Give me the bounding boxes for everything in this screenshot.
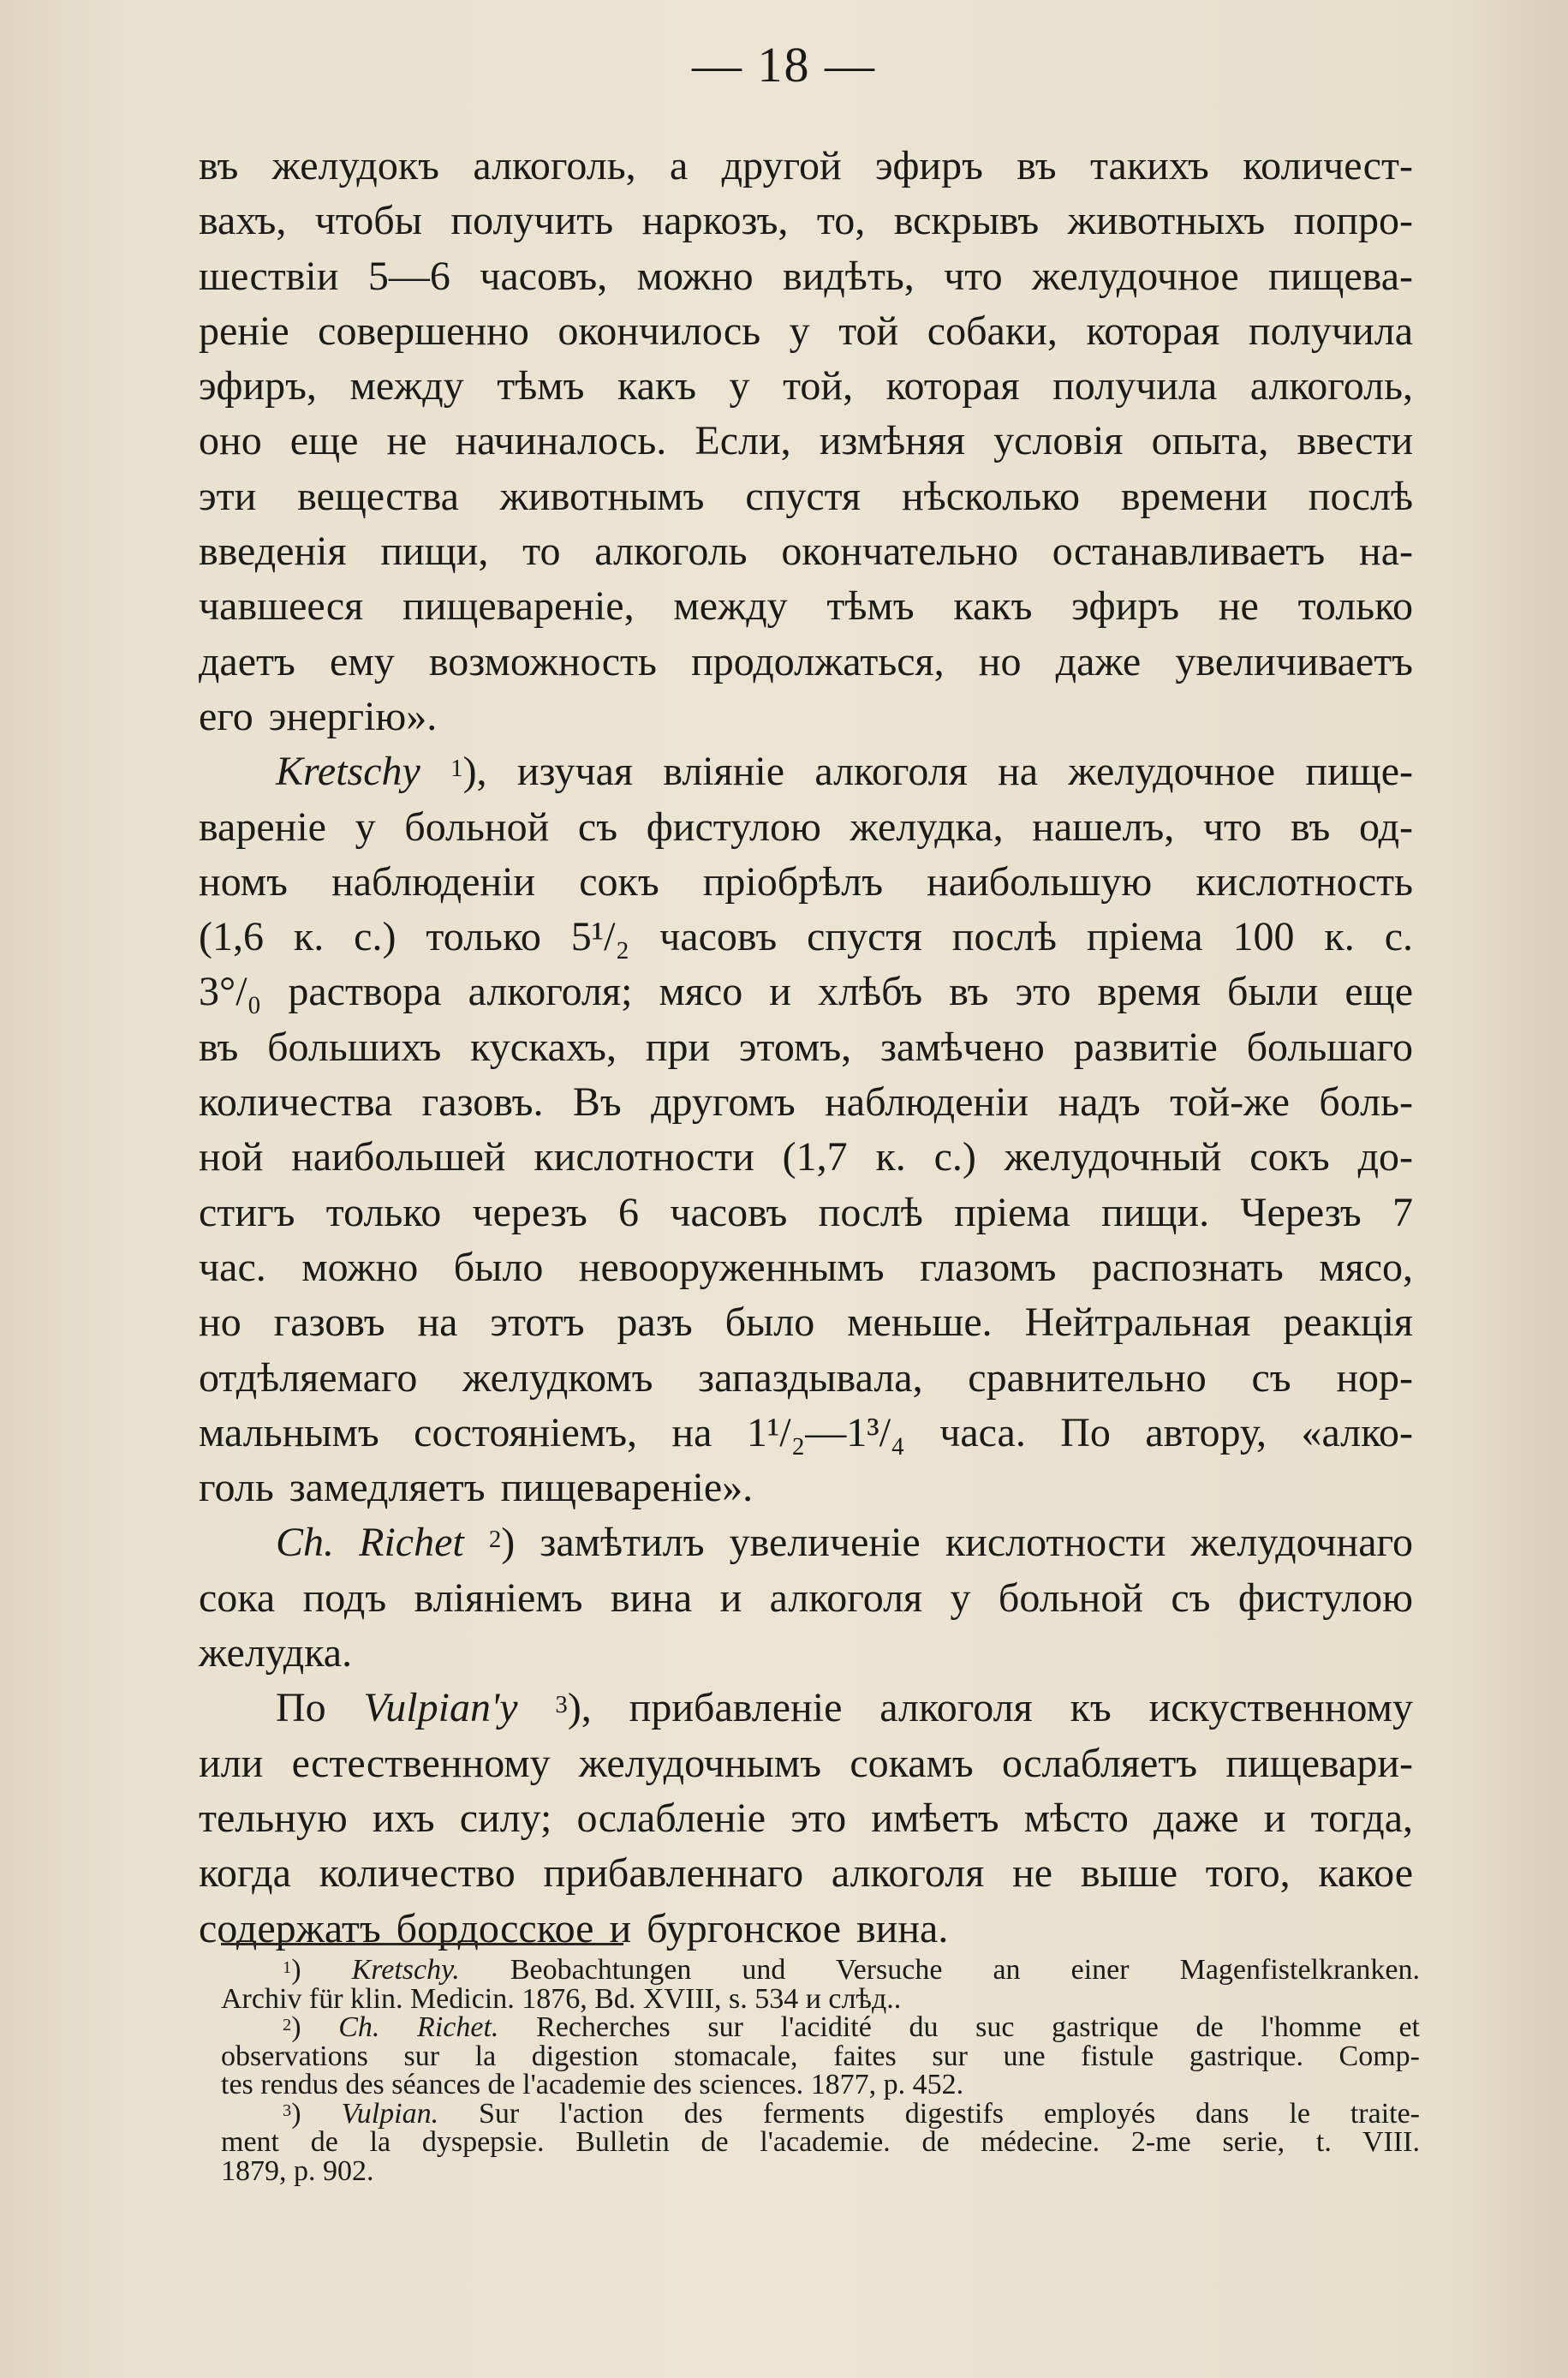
text-line: стигъ только черезъ 6 часовъ послѣ пріема пищи. Черезъ 7 xyxy=(199,1189,1413,1235)
line-text: Beobachtungen und Versuche an einer Magenfistelkranken. xyxy=(459,1954,1420,1986)
text-line: номъ наблюденіи сокъ пріобрѣлъ наибольшую кислотность xyxy=(199,858,1413,905)
paragraph xyxy=(199,1515,1413,1681)
line-text: ) замѣтилъ увеличеніе кислотности желудочнаго xyxy=(501,1520,1413,1566)
footnote-divider xyxy=(221,1943,623,1945)
footnote-mark: 1 xyxy=(283,1957,292,1977)
author-name: Ch. Richet. xyxy=(338,2011,499,2043)
text-line: введенія пищи, то алкоголь окончательно останавливаетъ на- xyxy=(199,529,1413,575)
text-line: въ желудокъ алкоголь, а другой эфиръ въ такихъ количест- xyxy=(199,143,1413,188)
text-line: тельную ихъ силу; ослабленіе это имѣетъ мѣсто даже и тогда, xyxy=(199,1795,1413,1841)
paragraph xyxy=(199,744,1413,1515)
text-line: эфиръ, между тѣмъ какъ у той, которая получила алкоголь, xyxy=(199,363,1413,409)
text-line: но газовъ на этотъ разъ было меньше. Нейтральная реакція xyxy=(199,1300,1413,1346)
footnote xyxy=(221,1956,1420,2013)
text-line: количества газовъ. Въ другомъ наблюденіи надъ той-же боль- xyxy=(199,1079,1413,1126)
author-name: Kretschy. xyxy=(351,1954,460,1986)
text-line: или естественному желудочнымъ сокамъ ослабляетъ пищевари- xyxy=(199,1740,1413,1786)
text-line: мальнымъ состояніемъ, на 1¹/₂—1³/₄ часа. По автору, «алко- xyxy=(199,1409,1413,1455)
footnote-ref: 2 xyxy=(488,1526,502,1554)
footnote-ref: 1 xyxy=(450,755,463,783)
text-line xyxy=(199,1515,1413,1570)
paragraph xyxy=(199,1681,1413,1956)
author-name: Ch. Richet xyxy=(276,1520,464,1566)
footnote-line: ment de la dyspepsie. Bulletin de l'academie. de médecine. 2-me serie, t. VIII. xyxy=(221,2126,1420,2158)
text-line: его энергію». xyxy=(199,693,438,739)
footnote xyxy=(221,2097,1421,2187)
line-text: ), прибавленіе алкоголя къ искуственному xyxy=(567,1685,1414,1731)
paragraph xyxy=(199,139,1413,744)
footnote-line: 1879, p. 902. xyxy=(221,2154,374,2187)
text-line: ной наибольшей кислотности (1,7 к. с.) желудочный сокъ до- xyxy=(199,1134,1413,1180)
author-name: Kretschy xyxy=(276,749,420,795)
text-line: чавшееся пищевареніе, между тѣмъ какъ эфиръ не только xyxy=(199,583,1413,630)
page-number: — 18 — xyxy=(692,37,876,93)
text-line: оно еще не начиналось. Если, измѣняя условія опыта, ввести xyxy=(199,418,1413,464)
text-line: когда количество прибавленнаго алкоголя не выше того, какое xyxy=(199,1850,1413,1897)
text-line: голь замедляетъ пищевареніе». xyxy=(199,1465,754,1511)
text-line xyxy=(199,744,1413,799)
footnote-line: $^1$) Kretschy. Beobachtungen und Versuche an einer Magenfistelkranken. xyxy=(283,1954,1420,1986)
text-line: даетъ ему возможность продолжаться, но даже увеличиваетъ xyxy=(199,638,1413,684)
text-line xyxy=(199,1681,1413,1736)
footnote xyxy=(221,2013,1420,2100)
footnote-line: tes rendus des séances de l'academie des sciences. 1877, p. 452. xyxy=(221,2069,964,2100)
line-text: Recherches sur l'acidité du suc gastrique de l'homme et xyxy=(498,2011,1420,2043)
footnotes xyxy=(221,1956,1420,2185)
text-line: отдѣляемаго желудкомъ запаздывала, сравнительно съ нор- xyxy=(199,1354,1413,1401)
text-line: сока подъ вліяніемъ вина и алкоголя у больной съ фистулою xyxy=(199,1574,1413,1621)
footnote-mark: 2 xyxy=(283,2015,292,2034)
body-text xyxy=(199,139,1413,1957)
line-text: ), изучая вліяніе алкоголя на желудочное пище- xyxy=(462,749,1414,795)
text-line: час. можно было невооруженнымъ глазомъ распознать мясо, xyxy=(199,1244,1413,1290)
text-line: эти вещества животнымъ спустя нѣсколько времени послѣ xyxy=(199,473,1413,519)
footnote-mark: 3 xyxy=(283,2101,292,2121)
text-line: желудка. xyxy=(199,1630,353,1676)
footnote-line: observations sur la digestion stomacale, faites sur une fistule gastrique. Comp- xyxy=(221,2040,1420,2072)
footnote-line: $^3$) Vulpian. Sur l'action des ferments digestifs employés dans le traite- xyxy=(283,2097,1421,2130)
paragraph-lead: По xyxy=(276,1685,364,1731)
footnote-line: Archiv für klin. Medicin. 1876, Bd. XVIII, s. 534 и слѣд.. xyxy=(221,1982,902,2015)
footnote-line: $^2$) Ch. Richet. Recherches sur l'acidité du suc gastrique de l'homme et xyxy=(283,2011,1420,2043)
text-line: въ большихъ кускахъ, при этомъ, замѣчено развитіе большаго xyxy=(199,1024,1413,1070)
text-line: (1,6 к. с.) только 5¹/₂ часовъ спустя послѣ пріема 100 к. с. xyxy=(199,914,1413,960)
text-line: содержатъ бордосское и бургонское вина. xyxy=(199,1905,949,1951)
text-line: шествіи 5—6 часовъ, можно видѣть, что желудочное пищева- xyxy=(199,253,1413,299)
author-name: Vulpian. xyxy=(341,2097,439,2130)
text-line: вареніе у больной съ фистулою желудка, нашелъ, что въ од- xyxy=(199,804,1413,850)
footnote-ref: 3 xyxy=(555,1691,568,1719)
author-name: Vulpian'y xyxy=(363,1685,518,1731)
text-line: вахъ, чтобы получить наркозъ, то, вскрывъ животныхъ попро- xyxy=(199,198,1413,244)
line-text: Sur l'action des ferments digestifs employés dans le traite- xyxy=(438,2097,1421,2130)
text-line: 3°/₀ раствора алкоголя; мясо и хлѣбъ въ это время были еще xyxy=(199,969,1413,1015)
text-line: реніе совершенно окончилось у той собаки, которая получила xyxy=(199,308,1413,354)
